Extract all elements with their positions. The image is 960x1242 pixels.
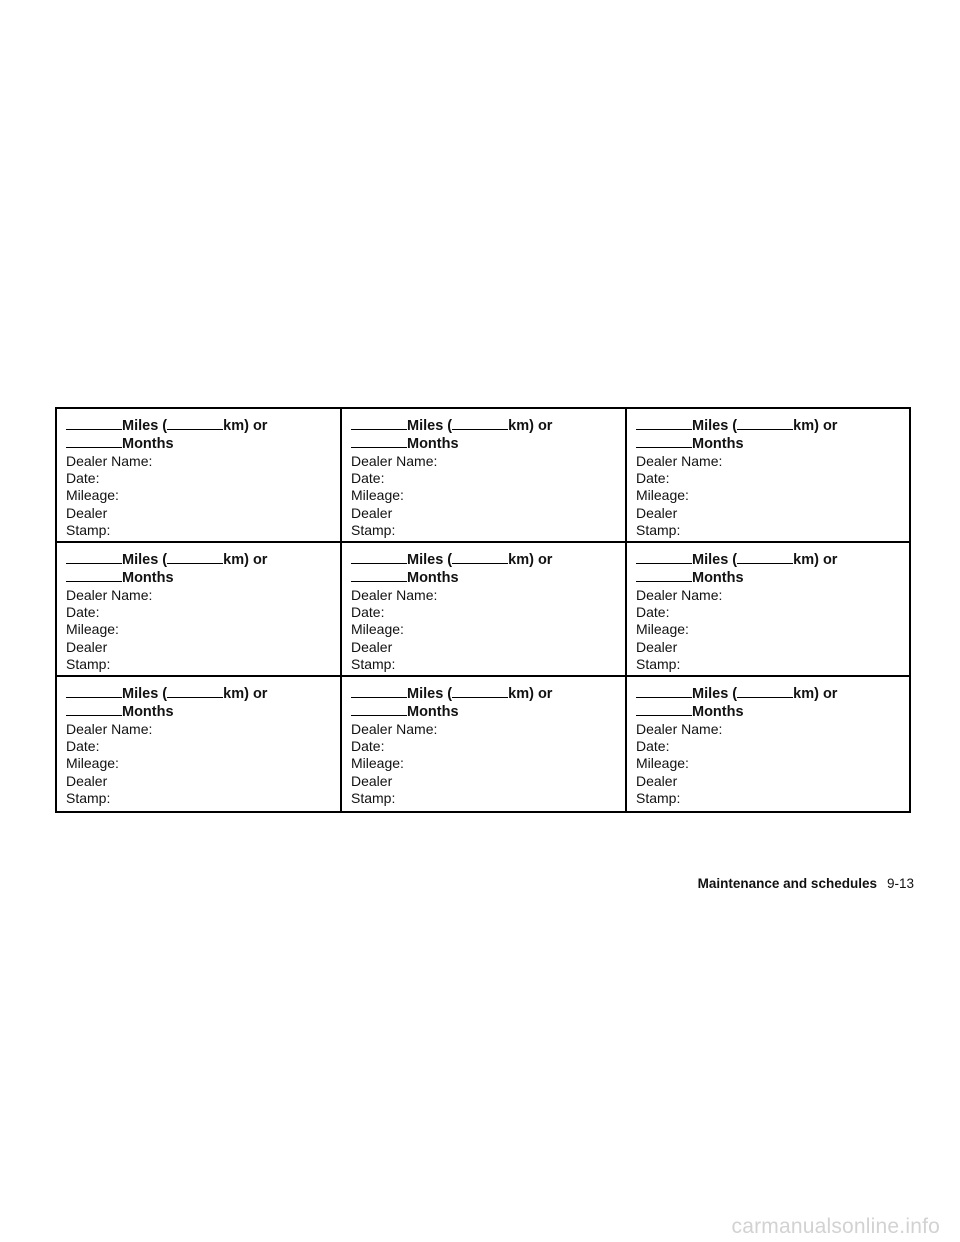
stamp-label: Stamp:: [636, 655, 681, 672]
miles-blank[interactable]: [66, 551, 122, 564]
dealer-name-label: Dealer Name:: [636, 721, 723, 737]
km-blank[interactable]: [452, 417, 508, 430]
km-label: km) or: [793, 686, 838, 702]
footer-page-number: 9-13: [886, 876, 914, 891]
maintenance-record-table: [55, 407, 911, 813]
km-blank[interactable]: [452, 551, 508, 564]
interval-line: [66, 551, 340, 569]
km-label: km) or: [223, 552, 268, 568]
interval-line: [66, 685, 340, 703]
months-label: Months: [692, 436, 744, 452]
km-label: km) or: [793, 552, 838, 568]
months-line: [351, 435, 625, 453]
months-line: [66, 569, 340, 587]
km-blank[interactable]: [737, 551, 793, 564]
miles-blank[interactable]: [66, 685, 122, 698]
mileage-label: Mileage:: [351, 621, 404, 638]
miles-label: Miles (: [407, 552, 453, 568]
miles-blank[interactable]: [66, 417, 122, 430]
months-label: Months: [692, 570, 744, 586]
months-blank[interactable]: [351, 703, 407, 716]
stamp-label: Stamp:: [351, 521, 396, 538]
months-label: Months: [407, 704, 459, 720]
dealer-label: Dealer: [636, 504, 678, 521]
months-label: Months: [122, 436, 174, 452]
months-line: [66, 435, 340, 453]
months-line: [351, 569, 625, 587]
km-blank[interactable]: [167, 551, 223, 564]
date-label: Date:: [66, 470, 100, 487]
mileage-label: Mileage:: [351, 487, 404, 504]
km-label: km) or: [223, 686, 268, 702]
date-label: Date:: [66, 604, 100, 621]
stamp-label: Stamp:: [351, 655, 396, 672]
miles-label: Miles (: [407, 686, 453, 702]
miles-label: Miles (: [692, 686, 738, 702]
miles-label: Miles (: [122, 418, 168, 434]
km-label: km) or: [508, 686, 553, 702]
interval-line: [636, 551, 909, 569]
record-cell: [57, 543, 342, 677]
interval-line: [351, 551, 625, 569]
months-label: Months: [407, 570, 459, 586]
months-blank[interactable]: [636, 435, 692, 448]
date-label: Date:: [636, 470, 670, 487]
interval-line: [66, 417, 340, 435]
record-cell: [627, 409, 909, 543]
dealer-label: Dealer: [636, 772, 678, 789]
months-line: [636, 703, 909, 721]
dealer-name-label: Dealer Name:: [66, 587, 153, 603]
record-cell: [627, 543, 909, 677]
watermark: carmanualsonline.info: [731, 1215, 940, 1238]
mileage-label: Mileage:: [66, 621, 119, 638]
mileage-label: Mileage:: [66, 487, 119, 504]
dealer-name-label: Dealer Name:: [66, 453, 153, 469]
months-label: Months: [122, 704, 174, 720]
date-label: Date:: [636, 604, 670, 621]
miles-blank[interactable]: [351, 417, 407, 430]
months-blank[interactable]: [66, 569, 122, 582]
dealer-name-label: Dealer Name:: [636, 453, 723, 469]
km-label: km) or: [223, 418, 268, 434]
miles-blank[interactable]: [636, 551, 692, 564]
dealer-label: Dealer: [66, 638, 108, 655]
miles-label: Miles (: [122, 686, 168, 702]
miles-label: Miles (: [692, 418, 738, 434]
months-line: [66, 703, 340, 721]
date-label: Date:: [351, 738, 385, 755]
miles-blank[interactable]: [351, 551, 407, 564]
dealer-label: Dealer: [351, 638, 393, 655]
km-blank[interactable]: [452, 685, 508, 698]
km-label: km) or: [793, 418, 838, 434]
stamp-label: Stamp:: [636, 789, 681, 806]
dealer-name-label: Dealer Name:: [636, 587, 723, 603]
mileage-label: Mileage:: [351, 755, 404, 772]
km-blank[interactable]: [737, 417, 793, 430]
months-line: [636, 569, 909, 587]
months-label: Months: [692, 704, 744, 720]
dealer-label: Dealer: [351, 772, 393, 789]
record-cell: [342, 543, 627, 677]
months-blank[interactable]: [636, 703, 692, 716]
km-label: km) or: [508, 552, 553, 568]
record-cell: [627, 677, 909, 811]
date-label: Date:: [66, 738, 100, 755]
dealer-label: Dealer: [351, 504, 393, 521]
stamp-label: Stamp:: [66, 521, 111, 538]
interval-line: [351, 685, 625, 703]
mileage-label: Mileage:: [636, 621, 689, 638]
dealer-name-label: Dealer Name:: [351, 721, 438, 737]
months-blank[interactable]: [351, 435, 407, 448]
dealer-label: Dealer: [66, 504, 108, 521]
record-cell: [342, 409, 627, 543]
record-cell: [57, 677, 342, 811]
date-label: Date:: [351, 604, 385, 621]
months-blank[interactable]: [66, 435, 122, 448]
stamp-label: Stamp:: [351, 789, 396, 806]
dealer-label: Dealer: [66, 772, 108, 789]
km-blank[interactable]: [167, 417, 223, 430]
record-cell: [57, 409, 342, 543]
months-label: Months: [407, 436, 459, 452]
months-blank[interactable]: [636, 569, 692, 582]
dealer-name-label: Dealer Name:: [351, 453, 438, 469]
miles-blank[interactable]: [351, 685, 407, 698]
km-blank[interactable]: [737, 685, 793, 698]
dealer-name-label: Dealer Name:: [66, 721, 153, 737]
interval-line: [636, 685, 909, 703]
months-blank[interactable]: [66, 703, 122, 716]
mileage-label: Mileage:: [66, 755, 119, 772]
months-line: [351, 703, 625, 721]
mileage-label: Mileage:: [636, 487, 689, 504]
months-blank[interactable]: [351, 569, 407, 582]
dealer-name-label: Dealer Name:: [351, 587, 438, 603]
miles-blank[interactable]: [636, 417, 692, 430]
stamp-label: Stamp:: [66, 789, 111, 806]
km-blank[interactable]: [167, 685, 223, 698]
interval-line: [351, 417, 625, 435]
dealer-label: Dealer: [636, 638, 678, 655]
miles-label: Miles (: [407, 418, 453, 434]
miles-label: Miles (: [122, 552, 168, 568]
months-label: Months: [122, 570, 174, 586]
miles-blank[interactable]: [636, 685, 692, 698]
footer-section-title: Maintenance and schedules: [697, 876, 877, 891]
stamp-label: Stamp:: [66, 655, 111, 672]
page-footer: [698, 876, 914, 891]
stamp-label: Stamp:: [636, 521, 681, 538]
interval-line: [636, 417, 909, 435]
date-label: Date:: [351, 470, 385, 487]
date-label: Date:: [636, 738, 670, 755]
record-cell: [342, 677, 627, 811]
months-line: [636, 435, 909, 453]
miles-label: Miles (: [692, 552, 738, 568]
km-label: km) or: [508, 418, 553, 434]
mileage-label: Mileage:: [636, 755, 689, 772]
